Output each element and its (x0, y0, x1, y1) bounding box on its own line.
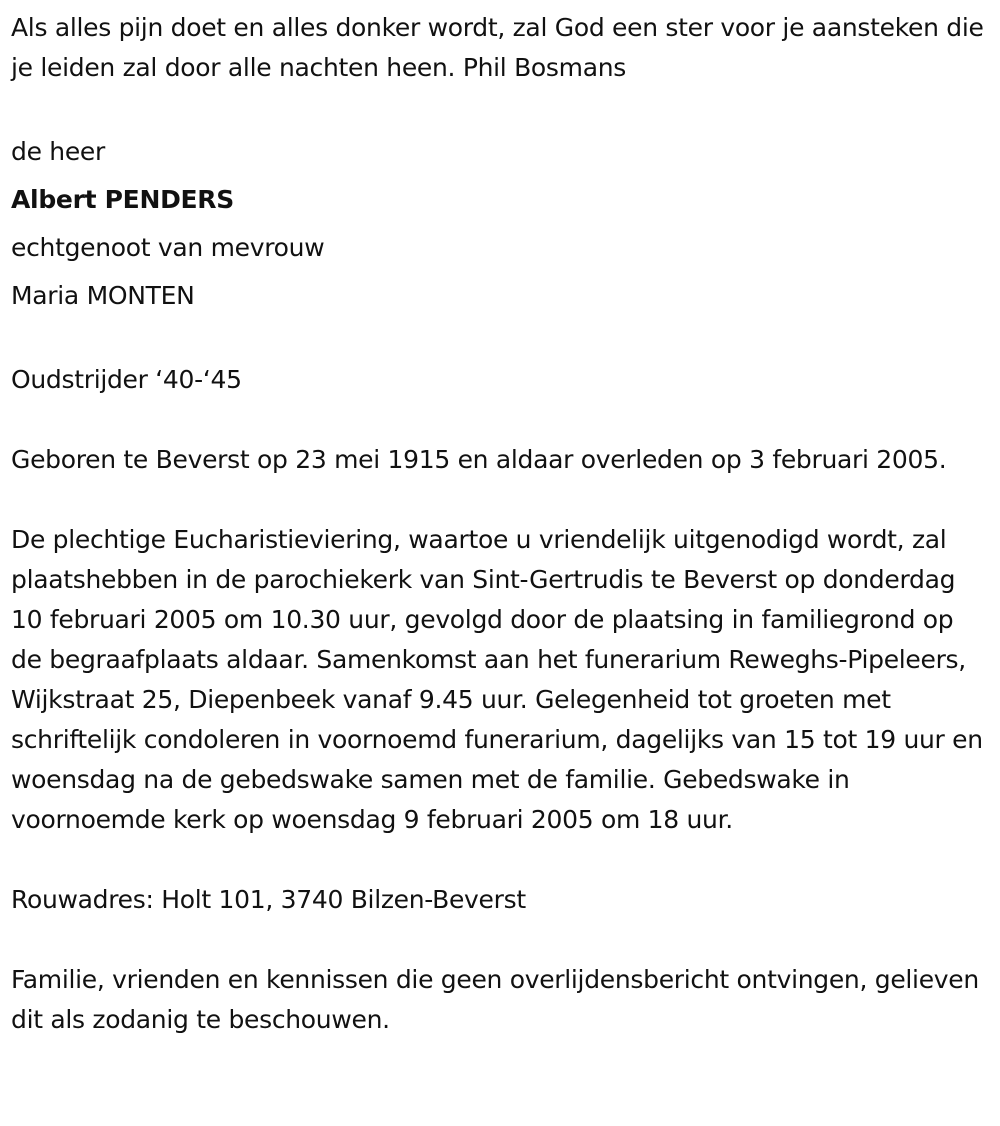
spacer (11, 320, 990, 360)
spacer (11, 920, 990, 960)
spouse-name: Maria MONTEN (11, 281, 195, 310)
spacer (11, 840, 990, 880)
relation-text: echtgenoot van mevrouw (11, 233, 325, 262)
veteran-note: Oudstrijder ‘40-‘45 (11, 365, 242, 394)
spacer (11, 400, 990, 440)
honorific: de heer (11, 137, 105, 166)
spacer (11, 480, 990, 520)
birth-death-text: Geboren te Beverst op 23 mei 1915 en aldaar overleden op 3 februari 2005. (11, 445, 947, 474)
ceremony-text: De plechtige Eucharistieviering, waartoe u vriendelijk uitgenodigd wordt, zal plaatshebben in de parochiekerk van Sint-Gertrudis te Beverst op donderdag 10 februari 2005 om 10.30 uur, gevolgd door de plaatsing in familiegrond op de begraafplaats aldaar. Samenkomst aan het funerarium Reweghs-Pipeleers, Wijkstraat 25, Diepenbeek vanaf 9.45 uur. Gelegenheid tot groeten met schriftelijk condoleren in voornoemd funerarium, dagelijks van 15 tot 19 uur en woensdag na de gebedswake samen met de familie. Gebedswake in voornoemde kerk op woensdag 9 februari 2005 om 18 uur. (11, 525, 983, 834)
deceased-name: Albert PENDERS (11, 185, 234, 214)
opening-quote: Als alles pijn doet en alles donker wordt, zal God een ster voor je aansteken die je leiden zal door alle nachten heen. Phil Bosmans (11, 13, 984, 82)
mourning-address: Rouwadres: Holt 101, 3740 Bilzen-Beverst (11, 885, 526, 914)
closing-note: Familie, vrienden en kennissen die geen overlijdensbericht ontvingen, gelieven dit als zodanig te beschouwen. (11, 965, 979, 1034)
